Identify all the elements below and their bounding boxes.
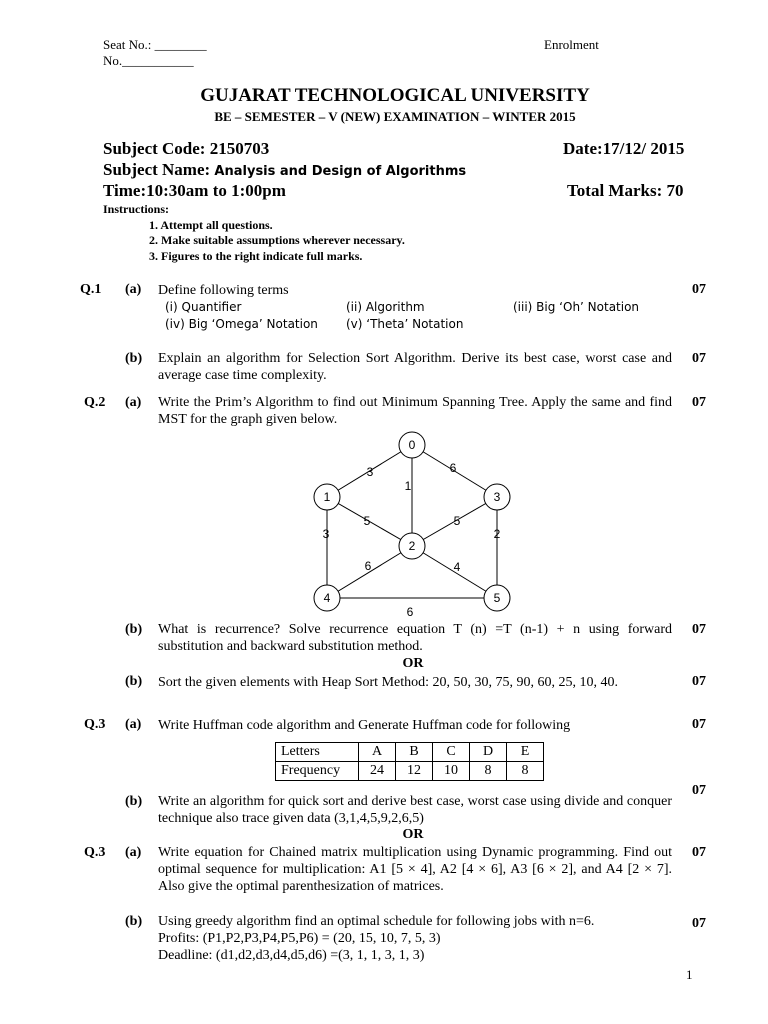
term-item: (v) ‘Theta’ Notation xyxy=(346,317,464,331)
enrolment-label: Enrolment xyxy=(544,37,599,52)
question-text: Explain an algorithm for Selection Sort Algorithm. Derive its best case, worst case and average case time complexity. xyxy=(158,351,672,383)
table-cell: D xyxy=(470,743,507,762)
total-marks: Total Marks: 70 xyxy=(567,181,684,200)
part-label: (a) xyxy=(125,845,142,860)
huffman-frequency-table xyxy=(275,742,544,781)
edge-weight: 2 xyxy=(493,527,501,541)
edge-weight: 1 xyxy=(404,479,412,493)
question-text: Write Huffman code algorithm and Generate Huffman code for following xyxy=(158,718,571,733)
page-number: 1 xyxy=(686,967,693,982)
term-item: (iii) Big ‘Oh’ Notation xyxy=(513,300,640,314)
subject-name-value: Analysis and Design of Algorithms xyxy=(214,164,467,179)
table-cell: 8 xyxy=(470,762,507,781)
edge-weight: 3 xyxy=(366,465,374,479)
question-marks: 07 xyxy=(692,395,706,410)
question-text: Write an algorithm for quick sort and derive best case, worst case using divide and conquer technique also trace given data (3,1,4,5,9,2,6,5) xyxy=(158,794,672,826)
subject-code: Subject Code: 2150703 xyxy=(103,139,270,158)
node-label: 2 xyxy=(408,539,416,553)
question-marks: 07 xyxy=(692,674,706,689)
question-text: Profits: (P1,P2,P3,P4,P5,P6) = (20, 15, 10, 7, 5, 3) xyxy=(158,931,441,946)
spanning-tree-graph xyxy=(300,430,540,620)
question-marks: 07 xyxy=(692,717,706,732)
part-label: (b) xyxy=(125,914,143,929)
node-label: 1 xyxy=(323,490,331,504)
table-cell: B xyxy=(396,743,433,762)
part-label: (b) xyxy=(125,794,143,809)
instruction-item: 2. Make suitable assumptions wherever necessary. xyxy=(149,233,405,247)
node-label: 4 xyxy=(323,591,331,605)
exam-title: BE – SEMESTER – V (NEW) EXAMINATION – WINTER 2015 xyxy=(214,109,576,124)
exam-time: Time:10:30am to 1:00pm xyxy=(103,181,286,200)
instruction-item: 3. Figures to the right indicate full marks. xyxy=(149,249,363,263)
table-cell: 10 xyxy=(433,762,470,781)
instruction-item: 1. Attempt all questions. xyxy=(149,218,273,232)
question-text: Write equation for Chained matrix multiplication using Dynamic programming. Find out optimal sequence for multiplication: A1 [5 × 4], A2 [4 × 6], A3 [6 × 2], and A4 [2 × 7]. Also give the optimal parenthesization of matrices. xyxy=(158,845,672,894)
question-marks: 07 xyxy=(692,916,706,931)
question-marks: 07 xyxy=(692,845,706,860)
table-cell: Letters xyxy=(276,743,359,762)
term-item: (ii) Algorithm xyxy=(346,300,425,314)
question-number: Q.3 xyxy=(84,845,106,860)
seat-number: Seat No.: ________ xyxy=(103,37,207,52)
instructions-label: Instructions: xyxy=(103,202,170,216)
table-cell: 12 xyxy=(396,762,433,781)
question-number: Q.1 xyxy=(80,282,102,297)
part-label: (a) xyxy=(125,717,142,732)
table-cell: 8 xyxy=(507,762,544,781)
table-cell: Frequency xyxy=(276,762,359,781)
edge-weight: 6 xyxy=(406,605,414,619)
part-label: (a) xyxy=(125,395,142,410)
term-item: (iv) Big ‘Omega’ Notation xyxy=(165,317,318,331)
node-label: 5 xyxy=(493,591,501,605)
question-text: Define following terms xyxy=(158,283,289,298)
part-label: (b) xyxy=(125,351,143,366)
table-row xyxy=(276,762,544,781)
table-cell: C xyxy=(433,743,470,762)
question-text: Deadline: (d1,d2,d3,d4,d5,d6) =(3, 1, 1, 3, 1, 3) xyxy=(158,948,425,963)
question-text: What is recurrence? Solve recurrence equation T (n) =T (n-1) + n using forward substitution and backward substitution method. xyxy=(158,622,672,654)
question-text: Sort the given elements with Heap Sort Method: 20, 50, 30, 75, 90, 60, 25, 10, 40. xyxy=(158,675,619,690)
part-label: (b) xyxy=(125,674,143,689)
edge-weight: 6 xyxy=(449,461,457,475)
edge-weight: 3 xyxy=(322,527,330,541)
question-marks: 07 xyxy=(692,282,706,297)
part-label: (a) xyxy=(125,282,142,297)
table-cell: E xyxy=(507,743,544,762)
question-number: Q.3 xyxy=(84,717,106,732)
question-marks: 07 xyxy=(692,783,706,798)
table-cell: 24 xyxy=(359,762,396,781)
edge-weight: 4 xyxy=(453,560,461,574)
question-text: Using greedy algorithm find an optimal schedule for following jobs with n=6. xyxy=(158,914,595,929)
or-separator: OR xyxy=(402,827,424,842)
table-cell: A xyxy=(359,743,396,762)
university-title: GUJARAT TECHNOLOGICAL UNIVERSITY xyxy=(200,85,590,106)
edge-weight: 6 xyxy=(364,559,372,573)
enrolment-number: No.___________ xyxy=(103,53,194,68)
table-row xyxy=(276,743,544,762)
term-item: (i) Quantifier xyxy=(165,300,242,314)
node-label: 0 xyxy=(408,438,416,452)
question-number: Q.2 xyxy=(84,395,106,410)
edge-weight: 5 xyxy=(453,514,461,528)
edge-weight: 5 xyxy=(363,514,371,528)
subject-name xyxy=(103,160,466,182)
question-text: Write the Prim’s Algorithm to find out Minimum Spanning Tree. Apply the same and find MST for the graph given below. xyxy=(158,395,672,427)
question-marks: 07 xyxy=(692,351,706,366)
exam-date: Date:17/12/ 2015 xyxy=(563,139,685,158)
subject-name-label: Subject Name: xyxy=(103,160,211,179)
or-separator: OR xyxy=(402,656,424,671)
question-marks: 07 xyxy=(692,622,706,637)
part-label: (b) xyxy=(125,622,143,637)
node-label: 3 xyxy=(493,490,501,504)
